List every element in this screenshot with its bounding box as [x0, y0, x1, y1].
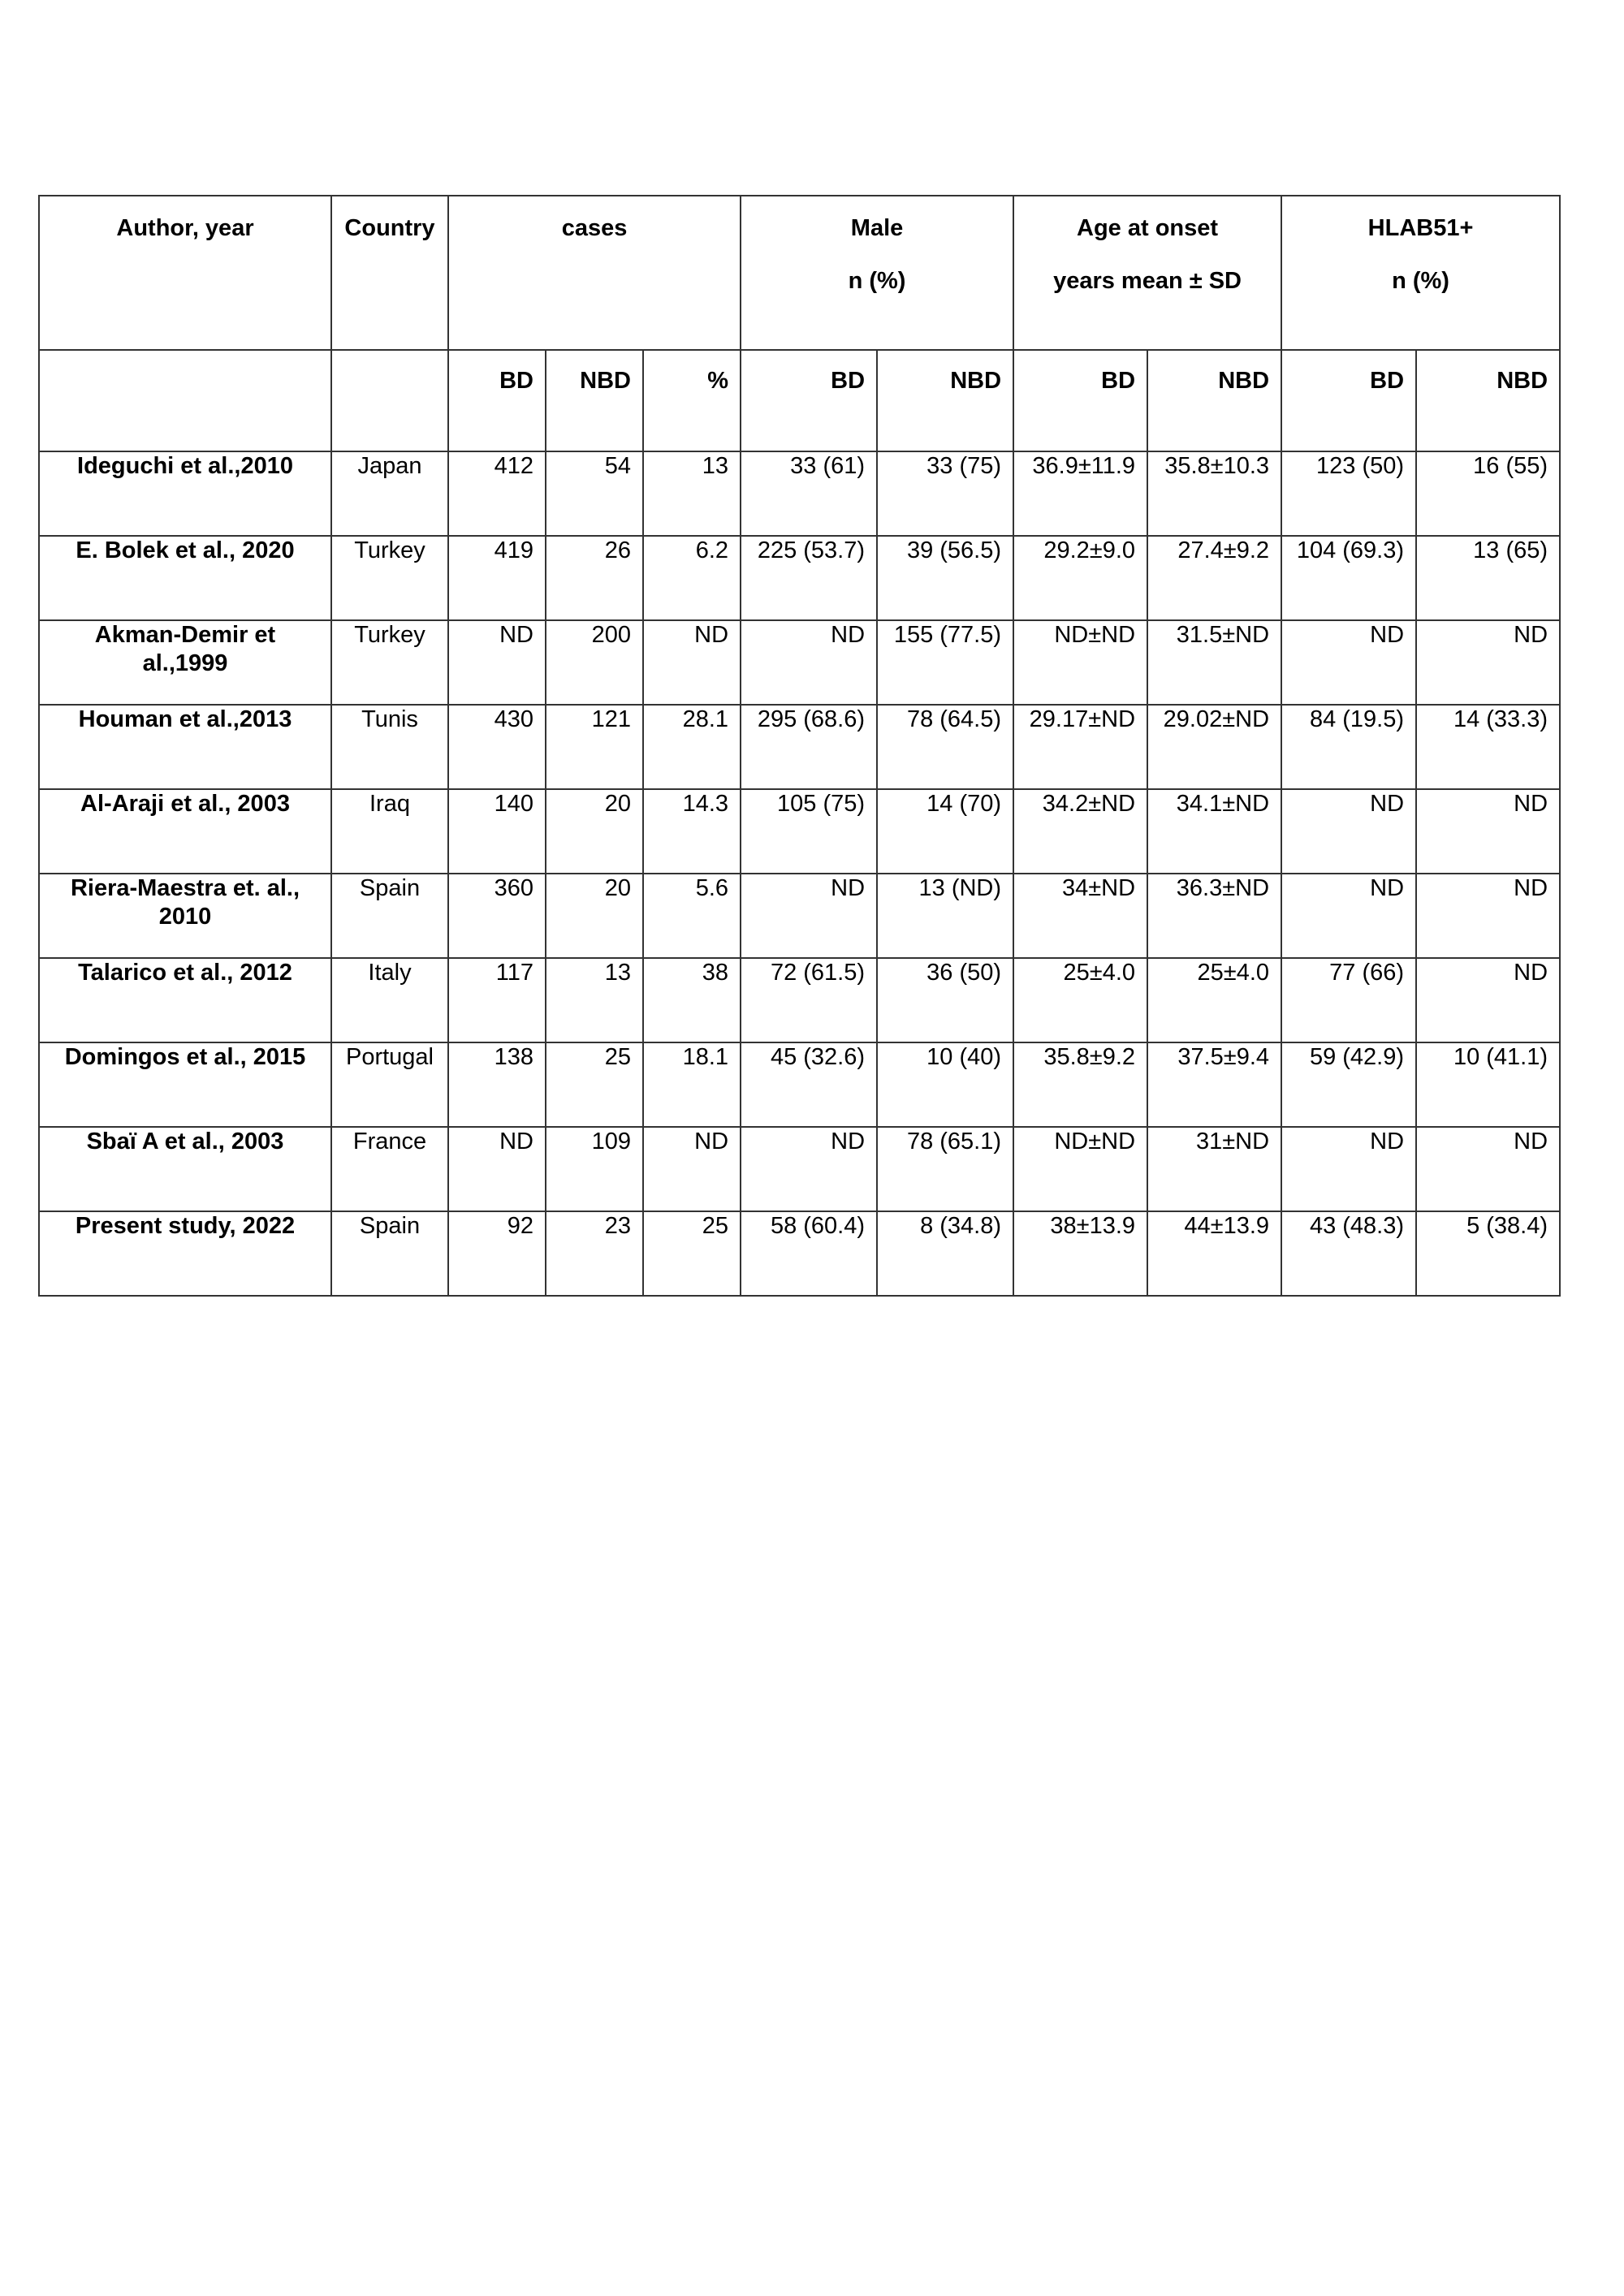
country-cell: Turkey: [331, 620, 448, 705]
author-cell: Akman-Demir et al.,1999: [39, 620, 331, 705]
value-cell: 360: [448, 874, 546, 958]
value-cell: 45 (32.6): [741, 1042, 877, 1127]
value-cell: 117: [448, 958, 546, 1042]
header-age: [1013, 196, 1281, 350]
value-cell: 29.17±ND: [1013, 705, 1147, 789]
value-cell: 34±ND: [1013, 874, 1147, 958]
country-cell: Tunis: [331, 705, 448, 789]
value-cell: 104 (69.3): [1281, 536, 1416, 620]
value-cell: 33 (75): [877, 451, 1013, 536]
value-cell: ND: [1416, 958, 1560, 1042]
value-cell: 13: [643, 451, 741, 536]
header-age-unit: years mean ± SD: [1053, 267, 1242, 294]
value-cell: 58 (60.4): [741, 1211, 877, 1296]
value-cell: ND±ND: [1013, 620, 1147, 705]
country-cell: Spain: [331, 1211, 448, 1296]
author-cell: Riera-Maestra et. al., 2010: [39, 874, 331, 958]
subheader-blank: [331, 350, 448, 451]
value-cell: 37.5±9.4: [1147, 1042, 1281, 1127]
value-cell: 72 (61.5): [741, 958, 877, 1042]
value-cell: ND: [1281, 789, 1416, 874]
author-cell: Houman et al.,2013: [39, 705, 331, 789]
value-cell: 36.9±11.9: [1013, 451, 1147, 536]
value-cell: ND: [741, 620, 877, 705]
header-country: Country: [331, 196, 448, 350]
value-cell: 5 (38.4): [1416, 1211, 1560, 1296]
value-cell: 29.02±ND: [1147, 705, 1281, 789]
value-cell: 430: [448, 705, 546, 789]
value-cell: 28.1: [643, 705, 741, 789]
author-cell: Al-Araji et al., 2003: [39, 789, 331, 874]
value-cell: 123 (50): [1281, 451, 1416, 536]
table-row: [39, 789, 1560, 874]
value-cell: 105 (75): [741, 789, 877, 874]
value-cell: 29.2±9.0: [1013, 536, 1147, 620]
header-male-title: Male: [850, 215, 904, 241]
value-cell: ND: [643, 620, 741, 705]
table-row: [39, 536, 1560, 620]
subheader-cell: %: [643, 350, 741, 451]
value-cell: ND: [1416, 789, 1560, 874]
country-cell: Turkey: [331, 536, 448, 620]
value-cell: 14 (33.3): [1416, 705, 1560, 789]
author-cell: Domingos et al., 2015: [39, 1042, 331, 1127]
table-row: [39, 620, 1560, 705]
author-cell: Present study, 2022: [39, 1211, 331, 1296]
value-cell: 5.6: [643, 874, 741, 958]
value-cell: ND: [1416, 874, 1560, 958]
header-cases: cases: [448, 196, 741, 350]
author-cell: Talarico et al., 2012: [39, 958, 331, 1042]
country-cell: Japan: [331, 451, 448, 536]
value-cell: 43 (48.3): [1281, 1211, 1416, 1296]
value-cell: 138: [448, 1042, 546, 1127]
value-cell: 33 (61): [741, 451, 877, 536]
table-row: [39, 874, 1560, 958]
value-cell: 44±13.9: [1147, 1211, 1281, 1296]
header-hla-unit: n (%): [1392, 267, 1449, 294]
header-author: Author, year: [39, 196, 331, 350]
header-hla-title: HLAB51+: [1367, 215, 1474, 241]
value-cell: 295 (68.6): [741, 705, 877, 789]
value-cell: 25±4.0: [1147, 958, 1281, 1042]
value-cell: 92: [448, 1211, 546, 1296]
subheader-cell: BD: [1013, 350, 1147, 451]
value-cell: ND: [1281, 874, 1416, 958]
value-cell: 6.2: [643, 536, 741, 620]
table-row: [39, 958, 1560, 1042]
value-cell: 25: [643, 1211, 741, 1296]
value-cell: 34.2±ND: [1013, 789, 1147, 874]
value-cell: ND: [643, 1127, 741, 1211]
value-cell: ND: [1281, 620, 1416, 705]
value-cell: 78 (65.1): [877, 1127, 1013, 1211]
comparison-table: [38, 195, 1561, 1297]
country-cell: Italy: [331, 958, 448, 1042]
value-cell: 36.3±ND: [1147, 874, 1281, 958]
value-cell: 13: [546, 958, 643, 1042]
value-cell: 8 (34.8): [877, 1211, 1013, 1296]
value-cell: 16 (55): [1416, 451, 1560, 536]
value-cell: ND: [448, 1127, 546, 1211]
author-cell: E. Bolek et al., 2020: [39, 536, 331, 620]
country-cell: Portugal: [331, 1042, 448, 1127]
value-cell: ND: [448, 620, 546, 705]
header-hla: [1281, 196, 1560, 350]
value-cell: 36 (50): [877, 958, 1013, 1042]
value-cell: 20: [546, 874, 643, 958]
value-cell: 77 (66): [1281, 958, 1416, 1042]
value-cell: 38±13.9: [1013, 1211, 1147, 1296]
subheader-cell: NBD: [877, 350, 1013, 451]
value-cell: ND: [741, 874, 877, 958]
country-cell: Spain: [331, 874, 448, 958]
value-cell: ND±ND: [1013, 1127, 1147, 1211]
author-cell: Ideguchi et al.,2010: [39, 451, 331, 536]
header-male: [741, 196, 1013, 350]
value-cell: ND: [1416, 1127, 1560, 1211]
value-cell: 10 (41.1): [1416, 1042, 1560, 1127]
value-cell: 23: [546, 1211, 643, 1296]
value-cell: 31±ND: [1147, 1127, 1281, 1211]
author-cell: Sbaï A et al., 2003: [39, 1127, 331, 1211]
value-cell: 412: [448, 451, 546, 536]
value-cell: 155 (77.5): [877, 620, 1013, 705]
subheader-cell: BD: [741, 350, 877, 451]
subheader-blank: [39, 350, 331, 451]
value-cell: 54: [546, 451, 643, 536]
subheader-row: [39, 350, 1560, 451]
value-cell: 20: [546, 789, 643, 874]
table-row: [39, 451, 1560, 536]
value-cell: 59 (42.9): [1281, 1042, 1416, 1127]
value-cell: 419: [448, 536, 546, 620]
value-cell: ND: [1416, 620, 1560, 705]
table-row: [39, 1042, 1560, 1127]
header-age-title: Age at onset: [1077, 215, 1219, 241]
value-cell: 78 (64.5): [877, 705, 1013, 789]
value-cell: 38: [643, 958, 741, 1042]
value-cell: 26: [546, 536, 643, 620]
table-row: [39, 1127, 1560, 1211]
table-row: [39, 1211, 1560, 1296]
value-cell: 121: [546, 705, 643, 789]
value-cell: 39 (56.5): [877, 536, 1013, 620]
value-cell: 14.3: [643, 789, 741, 874]
value-cell: 14 (70): [877, 789, 1013, 874]
value-cell: 18.1: [643, 1042, 741, 1127]
country-cell: Iraq: [331, 789, 448, 874]
value-cell: 35.8±10.3: [1147, 451, 1281, 536]
value-cell: 25±4.0: [1013, 958, 1147, 1042]
country-cell: France: [331, 1127, 448, 1211]
value-cell: 31.5±ND: [1147, 620, 1281, 705]
value-cell: 34.1±ND: [1147, 789, 1281, 874]
value-cell: 84 (19.5): [1281, 705, 1416, 789]
value-cell: 13 (ND): [877, 874, 1013, 958]
value-cell: 200: [546, 620, 643, 705]
value-cell: 10 (40): [877, 1042, 1013, 1127]
value-cell: 25: [546, 1042, 643, 1127]
value-cell: ND: [741, 1127, 877, 1211]
subheader-cell: NBD: [1147, 350, 1281, 451]
value-cell: 35.8±9.2: [1013, 1042, 1147, 1127]
value-cell: 225 (53.7): [741, 536, 877, 620]
table-row: [39, 705, 1560, 789]
subheader-cell: BD: [1281, 350, 1416, 451]
value-cell: 109: [546, 1127, 643, 1211]
subheader-cell: BD: [448, 350, 546, 451]
table-body: [39, 451, 1560, 1296]
value-cell: 140: [448, 789, 546, 874]
header-male-unit: n (%): [848, 267, 906, 294]
value-cell: 13 (65): [1416, 536, 1560, 620]
subheader-cell: NBD: [546, 350, 643, 451]
header-row: [39, 196, 1560, 350]
value-cell: ND: [1281, 1127, 1416, 1211]
value-cell: 27.4±9.2: [1147, 536, 1281, 620]
subheader-cell: NBD: [1416, 350, 1560, 451]
